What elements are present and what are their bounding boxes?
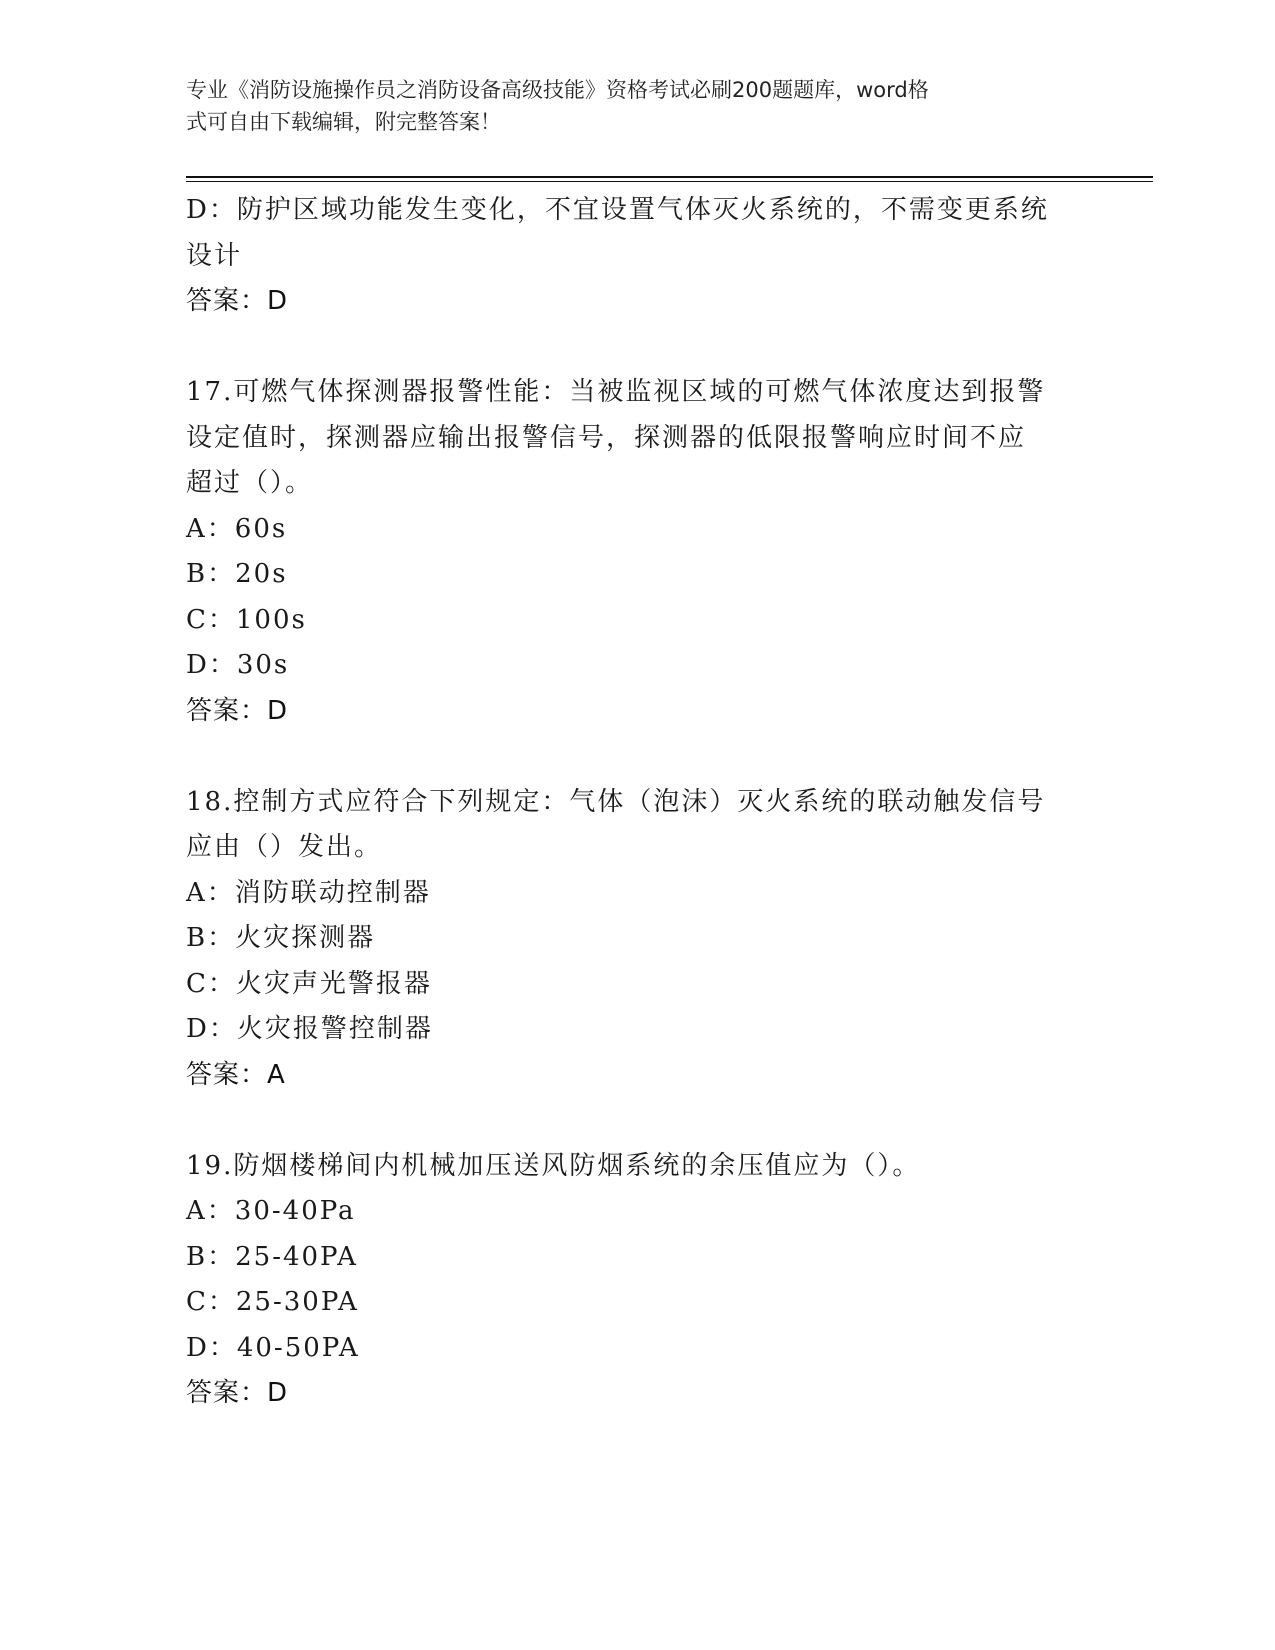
- option-c: C：100s: [186, 604, 307, 635]
- option-b: B：25-40PA: [186, 1241, 358, 1272]
- header-rule-thin: [186, 181, 1153, 182]
- option-b: B：20s: [186, 559, 288, 589]
- option-a: A：30-40Pa: [186, 1196, 356, 1226]
- option-d: D：40-50PA: [186, 1332, 360, 1363]
- option-a: A：消防联动控制器: [186, 877, 431, 908]
- question-stem-line: 超过（）。: [186, 468, 314, 498]
- header-rule-thick: [186, 176, 1153, 178]
- option-d: D：30s: [186, 650, 290, 680]
- question-17: [186, 370, 1086, 734]
- question-stem-line: 设定值时，探测器应输出报警信号，探测器的低限报警响应时间不应: [186, 422, 1027, 453]
- question-stem-line: 应由（）发出。: [186, 832, 383, 862]
- question-19: [186, 1144, 1086, 1417]
- carryover-question: [186, 188, 1086, 325]
- answer-label: 答案：D: [186, 1378, 289, 1408]
- option-d-line-2: 设计: [186, 240, 243, 271]
- answer-label: 答案：A: [186, 1059, 286, 1090]
- option-b: B：火灾探测器: [186, 923, 376, 953]
- question-18: [186, 780, 1086, 1099]
- header-line-1: 专业《消防设施操作员之消防设备高级技能》资格考试必刷200题题库，word格: [186, 78, 929, 102]
- spacer: [186, 734, 1086, 780]
- option-c: C：25-30PA: [186, 1287, 359, 1317]
- question-content: [186, 188, 1086, 1417]
- spacer: [186, 325, 1086, 371]
- option-d-line-1: D：防护区域功能发生变化，不宜设置气体灭火系统的，不需变更系统: [186, 195, 1049, 225]
- question-stem-line: 17.可燃气体探测器报警性能：当被监视区域的可燃气体浓度达到报警: [186, 377, 1046, 407]
- spacer: [186, 1098, 1086, 1144]
- option-a: A：60s: [186, 513, 288, 544]
- question-stem-line: 19.防烟楼梯间内机械加压送风防烟系统的余压值应为（）。: [186, 1150, 921, 1181]
- header-line-2: 式可自由下载编辑，附完整答案！: [186, 110, 501, 134]
- option-d: D：火灾报警控制器: [186, 1014, 433, 1044]
- answer-label: 答案：D: [186, 286, 289, 316]
- question-stem-line: 18.控制方式应符合下列规定：气体（泡沫）灭火系统的联动触发信号: [186, 786, 1046, 817]
- option-c: C：火灾声光警报器: [186, 968, 432, 999]
- answer-label: 答案：D: [186, 695, 289, 726]
- page-header: [186, 74, 1086, 138]
